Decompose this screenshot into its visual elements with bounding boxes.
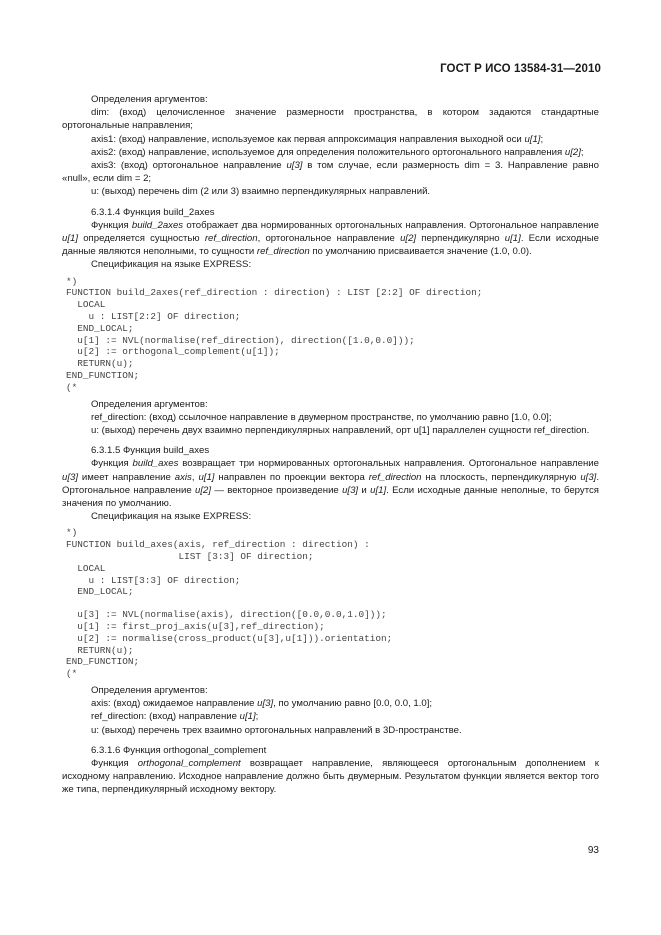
arguments-title: Определения аргументов: <box>91 94 208 105</box>
code-listing-build-axes-header: *) FUNCTION build_axes(axis, ref_direction : direction) : LIST [3:3] OF direction; LOCAL u : LIST[3:3] OF direction; END_LOCAL; <box>66 527 370 598</box>
section-description-build-axes: Функция build_axes возвращает три нормированных ортогональных направления. Ортогональное направление u[3] имеет направление axis, u[1] направлен по проекции вектора ref_direction на плоскость, перпендикулярную u[3]. Ортогональное направление u[2] — векторное произведение u[3] и u[1]. Если исходные данные неполные, то берутся значения по умолчанию. <box>62 458 599 510</box>
arg-axis1: axis1: (вход) направление, используемое как первая аппроксимация направления выходной оси u[1]; <box>91 133 544 145</box>
section-heading-build-2axes: 6.3.1.4 Функция build_2axes <box>91 206 215 218</box>
arguments-title: Определения аргументов: <box>91 685 208 696</box>
arg-ref-direction: ref_direction: (вход) ссылочное направление в двумерном пространстве, по умолчанию равно [1.0, 0.0]; <box>91 411 552 423</box>
section-heading-orthogonal-complement: 6.3.1.6 Функция orthogonal_complement <box>91 744 267 756</box>
page-number: 93 <box>587 845 599 856</box>
arg-u: u: (выход) перечень dim (2 или 3) взаимно перпендикулярных направлений. <box>91 186 431 198</box>
section-description-build-2axes: Функция build_2axes отображает два нормированных ортогональных направления. Ортогональное направление u[1] определяется сущностью ref_direction, ортогональное направление u[2] перпендикулярно u[1]. Если исходные данные являются неполными, то сущности ref_direction по умолчанию присваивается значение (1.0, 0.0). <box>62 219 600 258</box>
arg-axis: axis: (вход) ожидаемое направление u[3], по умолчанию равно [0.0, 0.0, 1.0]; <box>91 698 433 710</box>
arg-axis3: axis3: (вход) ортогональное направление u[3] в том случае, если размерность dim = 3. Направление равно «null», если dim = 2; <box>62 160 599 185</box>
arg-u: u: (выход) перечень трех взаимно ортогональных направлений в 3D-пространстве. <box>91 724 462 736</box>
arg-dim: dim: (вход) целочисленное значение размерности пространства, в котором задаются стандартные ортогональные направления; <box>62 107 599 132</box>
code-listing-build-axes-body: u[3] := NVL(normalise(axis), direction([0.0,0.0,1.0])); u[1] := first_proj_axis(u[3],ref_direction); u[2] := normalise(cross_product(u[3],u[1])).orientation; RETURN(u); END_FUNCTION; (* <box>66 609 393 680</box>
express-spec-label: Спецификация на языке EXPRESS: <box>91 259 252 271</box>
section-description-orthogonal-complement: Функция orthogonal_complement возвращает направление, являющееся ортогональным дополнением к исходному направлению. Исходное направление должно быть двумерным. Результатом функции является вектор того же типа, перпендикулярный исходному вектору. <box>62 758 599 796</box>
arguments-title: Определения аргументов: <box>91 398 208 410</box>
code-listing-build-2axes: *) FUNCTION build_2axes(ref_direction : direction) : LIST [2:2] OF direction; LOCAL u : LIST[2:2] OF direction; END_LOCAL; u[1] := NVL(normalise(ref_direction), direction([1.0,0.0])); u[2] := orthogonal_complement(u[1]); RETURN(u); END_FUNCTION; (* <box>66 275 483 393</box>
arg-u: u: (выход) перечень двух взаимно перпендикулярных направлений, орт u[1] параллелен сущности ref_direction. <box>91 425 590 437</box>
express-spec-label: Спецификация на языке EXPRESS: <box>91 511 252 523</box>
section-heading-build-axes: 6.3.1.5 Функция build_axes <box>91 445 210 457</box>
arg-ref-direction: ref_direction: (вход) направление u[1]; <box>91 711 259 723</box>
arg-axis2: axis2: (вход) направление, используемое для определения положительного ортогонального направления u[2]; <box>91 146 584 158</box>
document-standard-id: ГОСТ Р ИСО 13584-31—2010 <box>440 63 601 75</box>
page-content <box>62 93 599 797</box>
